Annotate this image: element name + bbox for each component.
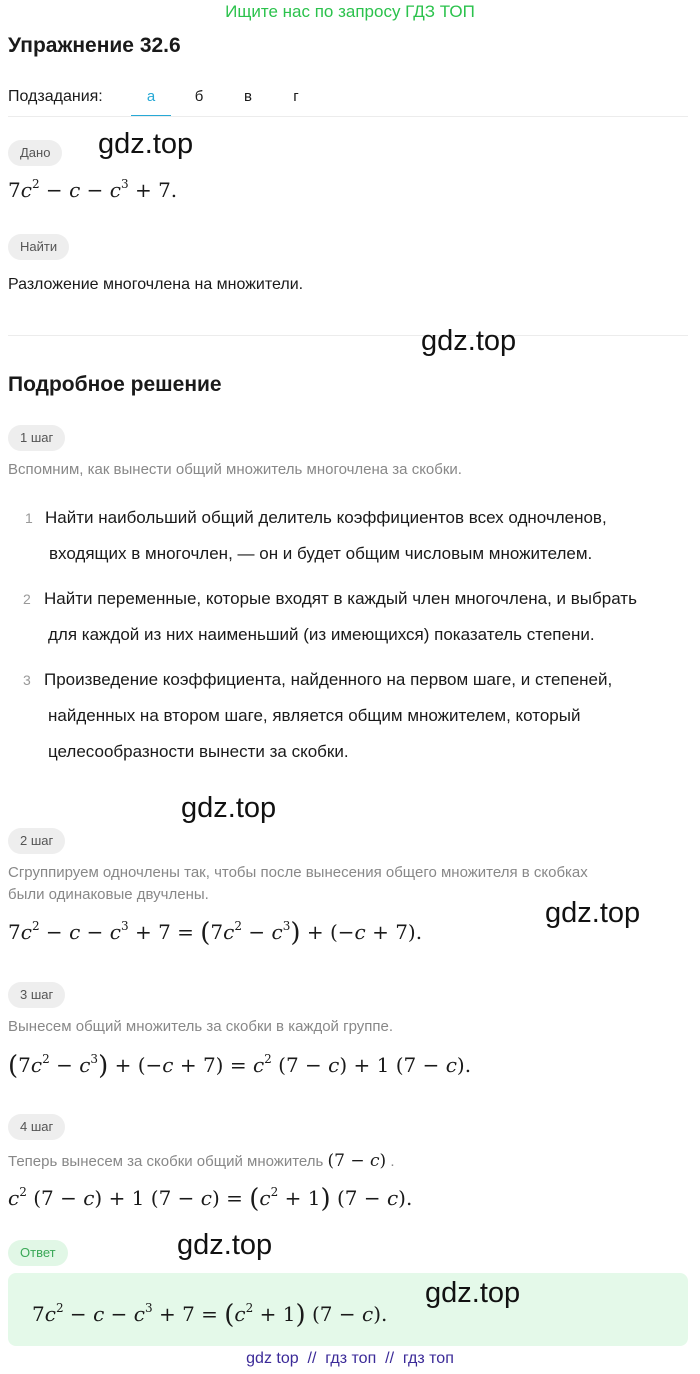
list-number: 3	[23, 672, 31, 688]
list-item-line: Произведение коэффициента, найденного на первом шаге, и степеней,	[44, 670, 613, 689]
page-title: Упражнение 32.6	[8, 34, 181, 57]
step-2-intro-line: были одинаковые двучлены.	[8, 886, 209, 903]
watermark: gdz.top	[98, 128, 194, 160]
list-item-line: найденных на втором шаге, является общим множителем, который	[48, 706, 581, 725]
step-3-badge: 3 шаг	[8, 982, 65, 1008]
list-item-line: для каждой из них наименьший (из имеющихся) показатель степени.	[48, 625, 595, 644]
footer-links: gdz top // гдз топ // гдз топ	[246, 1350, 454, 1367]
step-3-equation: $(7c^2 - c^3) + (-c + 7) = c^2$ (7 − c) + 1 (7 − c).	[8, 1051, 472, 1081]
answer-equation: $7c^2 - c - c^3 + 7 = (c^2 + 1) (7 - c)$.	[32, 1300, 388, 1330]
given-expression: $7c^2 - c - c^3 + 7$.	[8, 177, 178, 202]
subtasks-label: Подзадания:	[8, 88, 103, 105]
tab-b[interactable]: б	[194, 88, 204, 105]
step-3-intro: Вынесем общий множитель за скобки в каждой группе.	[8, 1018, 394, 1035]
step-1-intro: Вспомним, как вынести общий множитель многочлена за скобки.	[8, 461, 462, 478]
watermark: gdz.top	[421, 325, 517, 357]
step-4-badge: 4 шаг	[8, 1114, 65, 1140]
list-number: 1	[25, 510, 33, 526]
find-text: Разложение многочлена на множители.	[8, 276, 304, 293]
step-2-equation: $7c^2 - c - c^3 + 7 = (7c^2 - c^3) + (-c + 7)$.	[8, 918, 423, 948]
section-divider	[8, 335, 688, 336]
watermark: gdz.top	[545, 897, 641, 929]
watermark: gdz.top	[177, 1229, 273, 1261]
step-2-intro-line: Сгруппируем одночлены так, чтобы после вынесения общего множителя в скобках	[8, 864, 588, 881]
step-4-intro: Теперь вынесем за скобки общий множитель (7 − c) .	[8, 1151, 395, 1171]
tab-a[interactable]: а	[146, 88, 156, 105]
solution-heading: Подробное решение	[8, 373, 222, 396]
list-number: 2	[23, 591, 31, 607]
watermark: gdz.top	[425, 1277, 521, 1309]
step-2-badge: 2 шаг	[8, 828, 65, 854]
list-item-line: целесообразности вынести за скобки.	[48, 742, 349, 761]
step-1-badge: 1 шаг	[8, 425, 65, 451]
answer-badge: Ответ	[8, 1240, 68, 1266]
watermark: gdz.top	[181, 792, 277, 824]
tabs-divider	[8, 116, 688, 117]
search-banner: Ищите нас по запросу ГДЗ ТОП	[225, 2, 475, 21]
list-item-line: входящих в многочлен, — он и будет общим числовым множителем.	[49, 544, 593, 563]
list-item-line: Найти переменные, которые входят в каждый член многочлена, и выбрать	[44, 589, 637, 608]
find-badge: Найти	[8, 234, 69, 260]
list-item-line: Найти наибольший общий делитель коэффициентов всех одночленов,	[45, 508, 607, 527]
tab-g[interactable]: г	[293, 88, 299, 105]
given-badge: Дано	[8, 140, 62, 166]
tab-v[interactable]: в	[244, 88, 252, 105]
step-4-equation: $c^2$ (7 − c) + 1 $(7 - c) = (c^2 + 1) (7 - c)$.	[8, 1184, 413, 1214]
